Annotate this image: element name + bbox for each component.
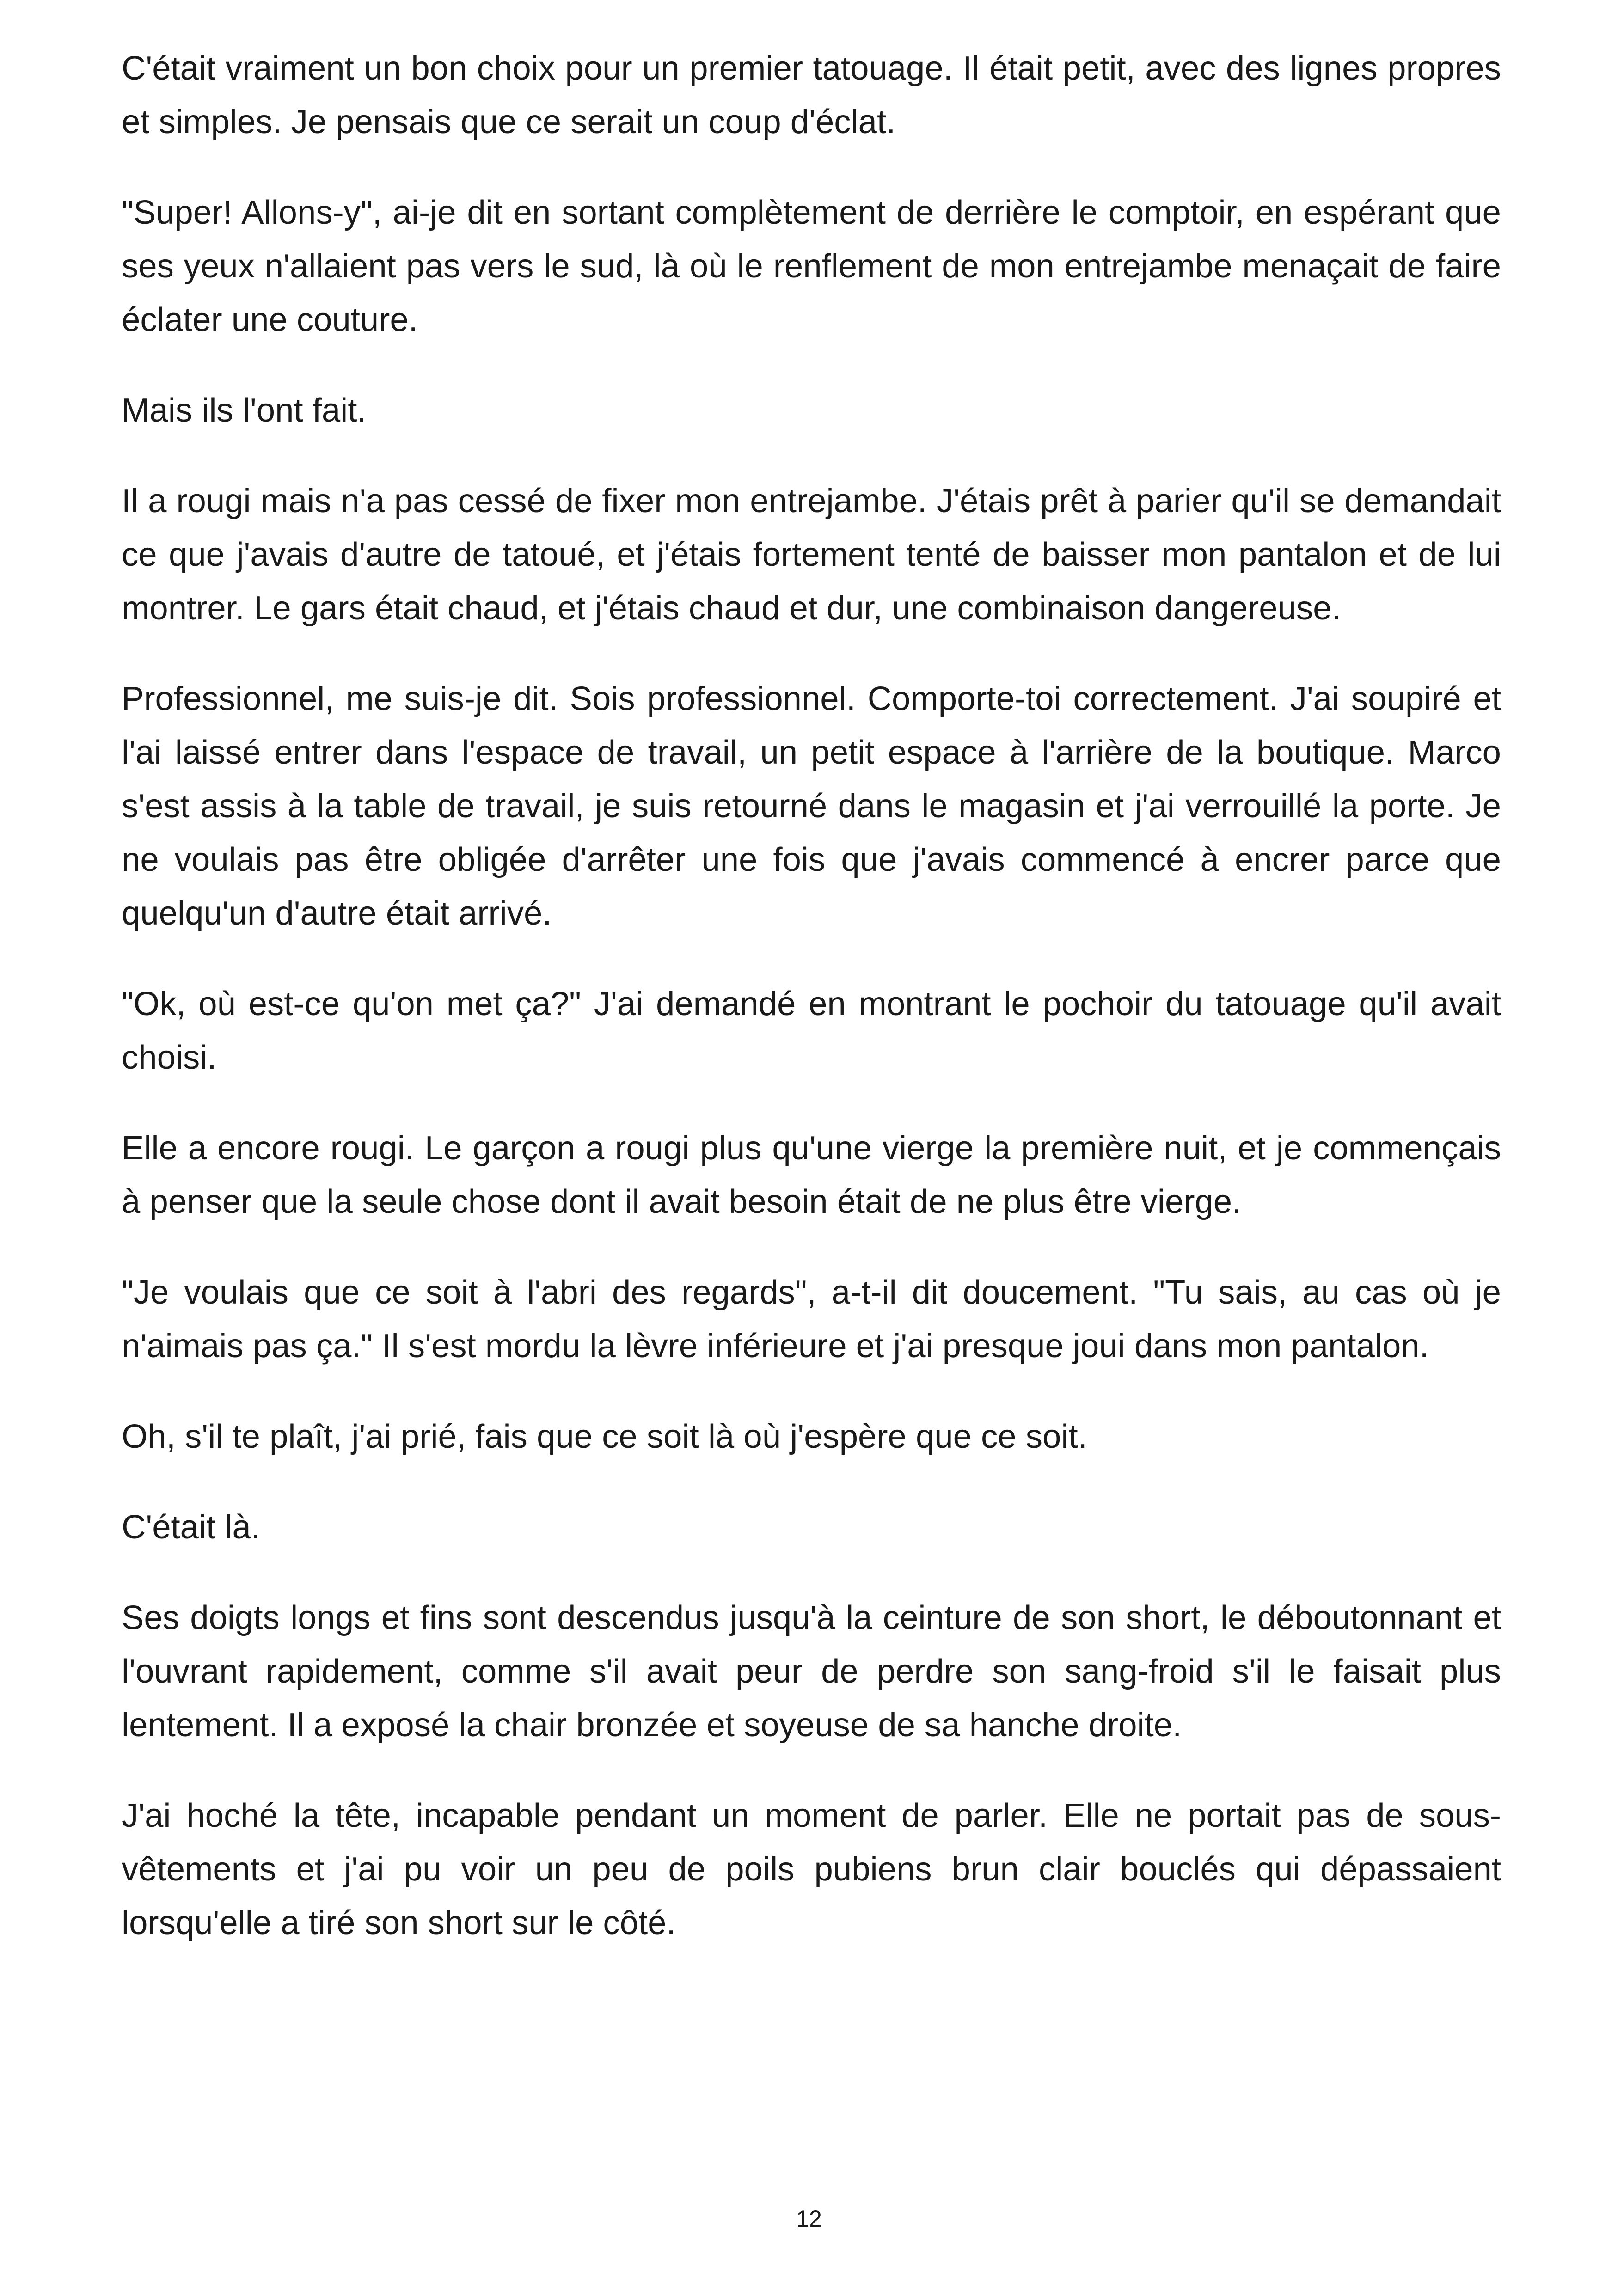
paragraph: "Ok, où est-ce qu'on met ça?" J'ai demandé en montrant le pochoir du tatouage qu'il avait choisi.: [122, 985, 1501, 1076]
paragraph: J'ai hoché la tête, incapable pendant un moment de parler. Elle ne portait pas de sous-vêtements et j'ai pu voir un peu de poils pubiens brun clair bouclés qui dépassaient lorsqu'elle a tiré son short sur le côté.: [122, 1797, 1501, 1941]
paragraph: "Super! Allons-y", ai-je dit en sortant complètement de derrière le comptoir, en espérant que ses yeux n'allaient pas vers le sud, là où le renflement de mon entrejambe menaçait de faire éclater une couture.: [122, 194, 1501, 338]
paragraph: C'était là.: [122, 1508, 260, 1546]
paragraph: Elle a encore rougi. Le garçon a rougi plus qu'une vierge la première nuit, et je commençais à penser que la seule chose dont il avait besoin était de ne plus être vierge.: [122, 1129, 1501, 1220]
paragraph: Ses doigts longs et fins sont descendus jusqu'à la ceinture de son short, le déboutonnant et l'ouvrant rapidement, comme s'il avait peur de perdre son sang-froid s'il le faisait plus lentement. Il a exposé la chair bronzée et soyeuse de sa hanche droite.: [122, 1599, 1501, 1744]
paragraph: C'était vraiment un bon choix pour un premier tatouage. Il était petit, avec des lignes propres et simples. Je pensais que ce serait un coup d'éclat.: [122, 49, 1501, 141]
page-number: 12: [796, 2206, 822, 2232]
paragraph: Il a rougi mais n'a pas cessé de fixer mon entrejambe. J'étais prêt à parier qu'il se demandait ce que j'avais d'autre de tatoué, et j'étais fortement tenté de baisser mon pantalon et de lui montrer. Le gars était chaud, et j'étais chaud et dur, une combinaison dangereuse.: [122, 482, 1501, 627]
document-body: [122, 42, 1501, 1987]
paragraph: Oh, s'il te plaît, j'ai prié, fais que ce soit là où j'espère que ce soit.: [122, 1418, 1087, 1455]
paragraph: "Je voulais que ce soit à l'abri des regards", a-t-il dit doucement. "Tu sais, au cas où je n'aimais pas ça." Il s'est mordu la lèvre inférieure et j'ai presque joui dans mon pantalon.: [122, 1274, 1501, 1365]
paragraph: Professionnel, me suis-je dit. Sois professionnel. Comporte-toi correctement. J'ai soupiré et l'ai laissé entrer dans l'espace de travail, un petit espace à l'arrière de la boutique. Marco s'est assis à la table de travail, je suis retourné dans le magasin et j'ai verrouillé la porte. Je ne voulais pas être obligée d'arrêter une fois que j'avais commencé à encrer parce que quelqu'un d'autre était arrivé.: [122, 680, 1501, 932]
paragraph: Mais ils l'ont fait.: [122, 392, 367, 429]
